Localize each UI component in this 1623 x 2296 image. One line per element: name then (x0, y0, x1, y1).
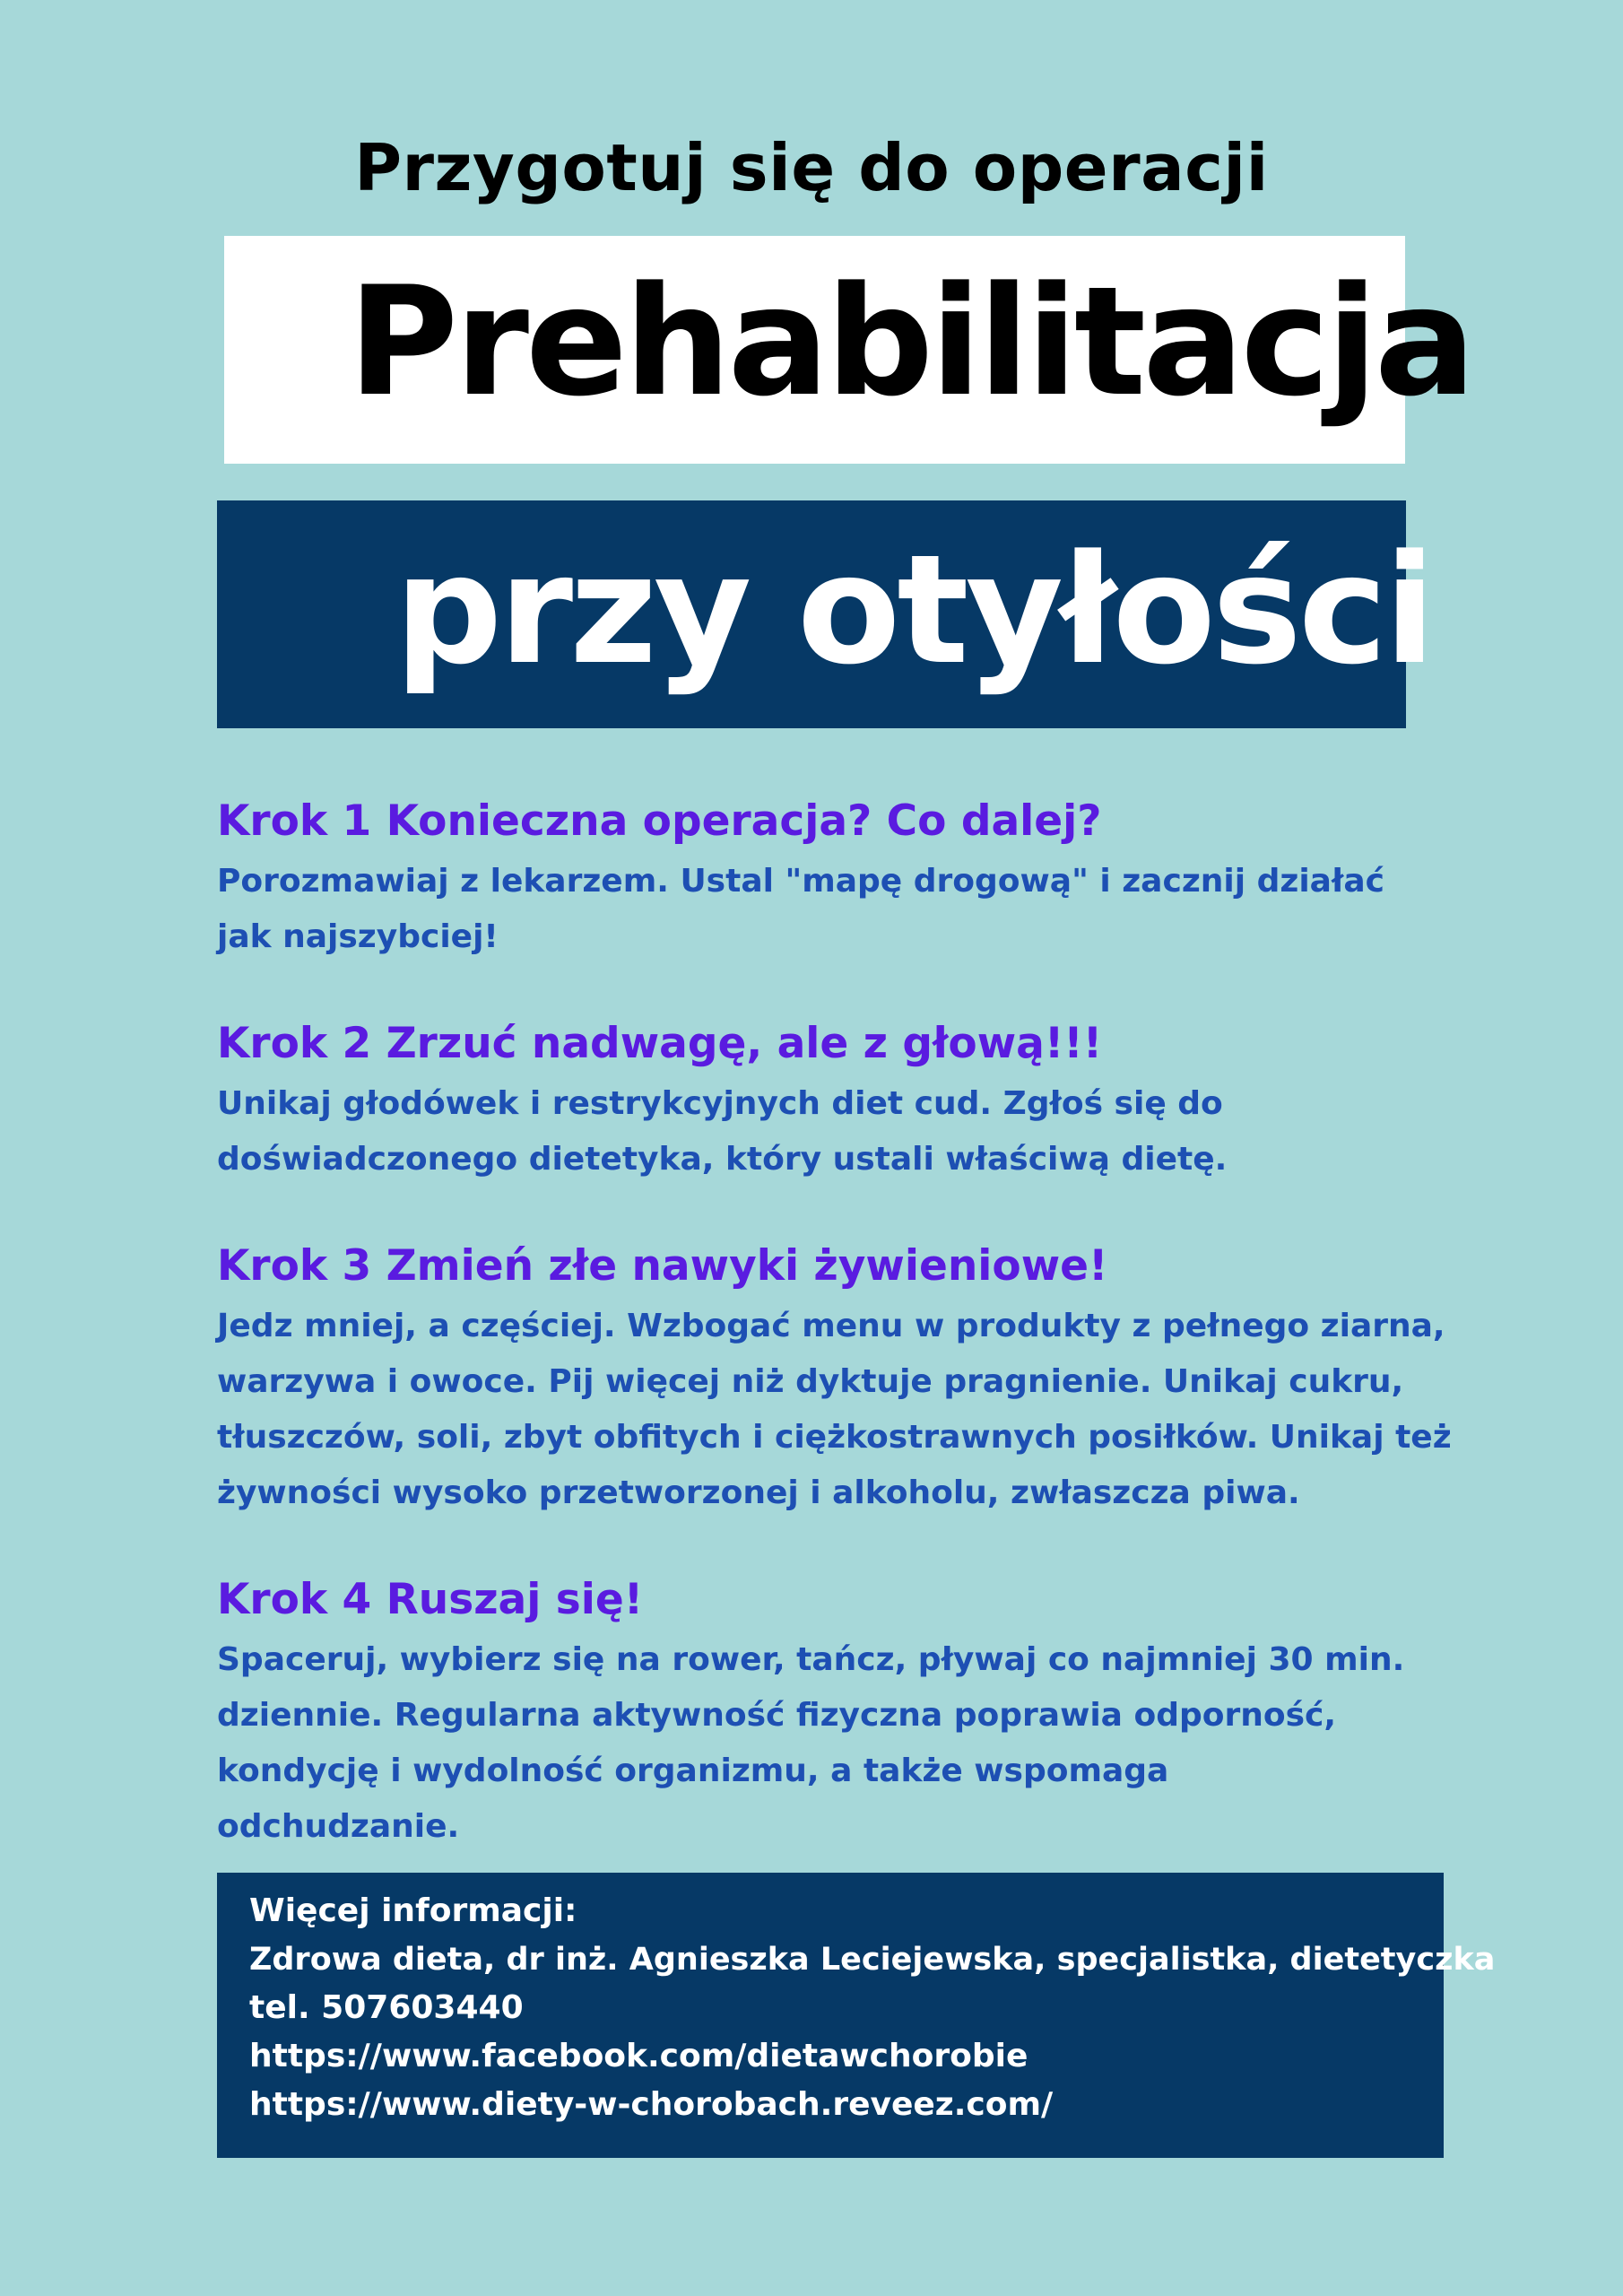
contact-author: Zdrowa dieta, dr inż. Agnieszka Leciejewska, specjalistka, dietetyczka (249, 1942, 1496, 1978)
contact-phone: tel. 507603440 (249, 1989, 524, 2026)
title-banner-secondary (217, 500, 1433, 728)
step-1 (217, 789, 1454, 965)
step-title: Krok 3 Zmień złe nawyki żywieniowe! (217, 1241, 1108, 1291)
contact-heading: Więcej informacji: (249, 1892, 577, 1929)
step-3 (217, 1234, 1454, 1521)
title-banner (224, 236, 1473, 464)
contact-lines (249, 1887, 1496, 2129)
step-title: Krok 2 Zrzuć nadwagę, ale z głową!!! (217, 1019, 1103, 1068)
page-subtitle: Przygotuj się do operacji (354, 130, 1269, 205)
contact-website-link[interactable]: https://www.diety-w-chorobach.reveez.com/ (249, 2086, 1054, 2123)
steps-list (217, 789, 1454, 1901)
step-text: Unikaj głodówek i restrykcyjnych diet cud. Zgłoś się do doświadczonego dietetyka, który ustali właściwą dietę. (217, 1085, 1228, 1178)
step-2 (217, 1012, 1454, 1187)
page-title-line2: przy otyłości (395, 522, 1433, 698)
page-title: Prehabilitacja (348, 254, 1473, 430)
step-text: Spaceruj, wybierz się na rower, tańcz, pływaj co najmniej 30 min. dziennie. Regularna aktywność fizyczna poprawia odporność, kondycję i wydolność organizmu, a także wspomaga odchudzanie. (217, 1641, 1405, 1845)
contact-box (217, 1873, 1496, 2158)
step-4 (217, 1568, 1454, 1855)
step-title: Krok 1 Konieczna operacja? Co dalej? (217, 796, 1102, 846)
contact-facebook-link[interactable]: https://www.facebook.com/dietawchorobie (249, 2038, 1028, 2074)
step-text: Porozmawiaj z lekarzem. Ustal "mapę drogową" i zacznij działać jak najszybciej! (217, 863, 1384, 955)
step-title: Krok 4 Ruszaj się! (217, 1575, 644, 1624)
step-text: Jedz mniej, a częściej. Wzbogać menu w produkty z pełnego ziarna, warzywa i owoce. Pij więcej niż dyktuje pragnienie. Unikaj cukru, tłuszczów, soli, zbyt obfitych i ciężkostrawnych posiłków. Unikaj też żywności wysoko przetworzonej i alkoholu, zwłaszcza piwa. (217, 1308, 1452, 1511)
